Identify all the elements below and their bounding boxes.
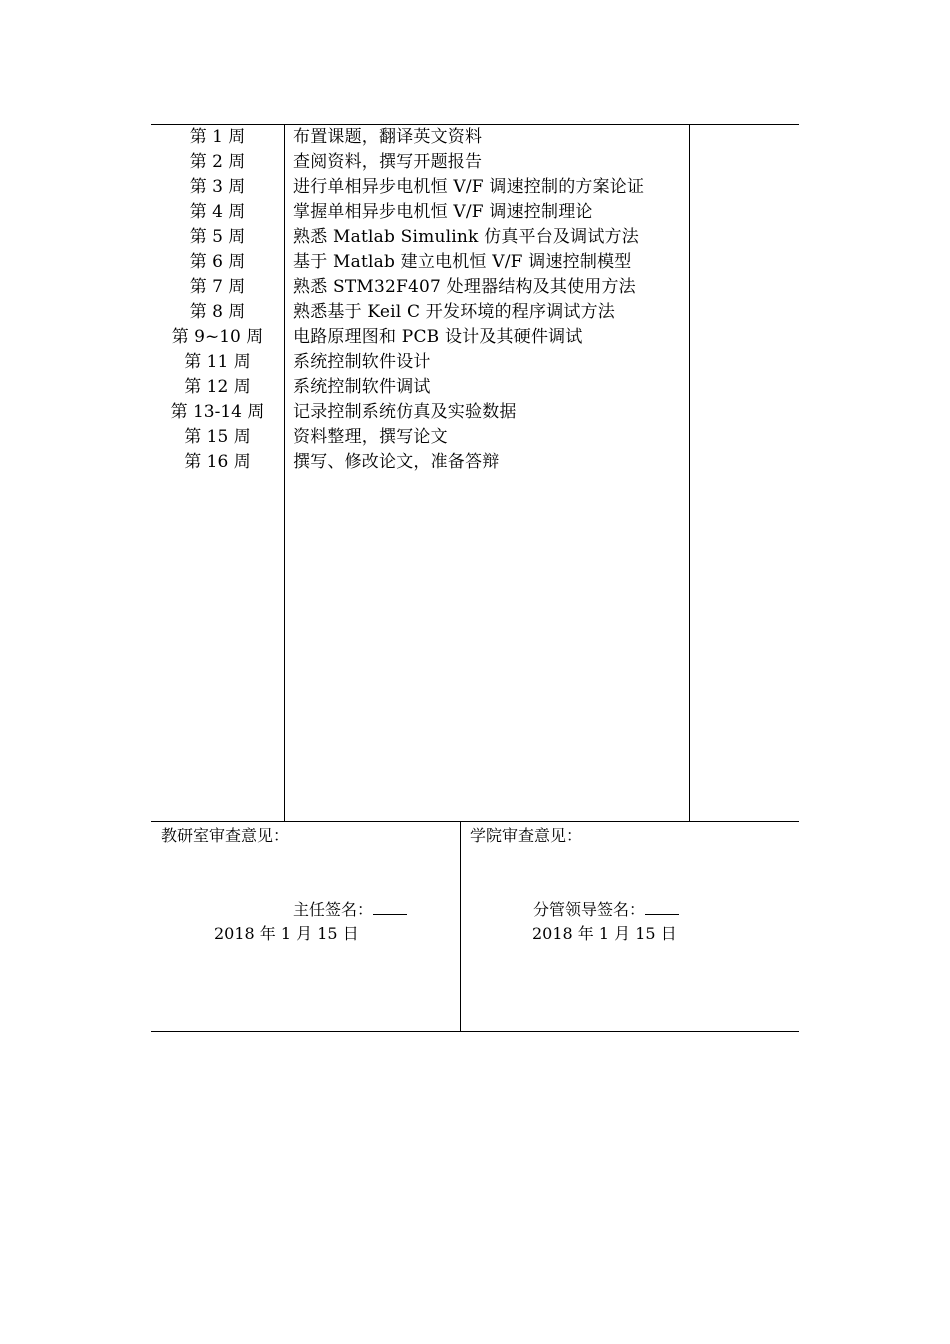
department-review-label: 教研室审查意见： bbox=[161, 826, 290, 845]
college-review-label: 学院审查意见： bbox=[470, 826, 583, 845]
task-cell: 掌握单相异步电机恒 V/F 调速控制理论 bbox=[293, 202, 593, 222]
task-cell: 系统控制软件设计 bbox=[293, 352, 431, 372]
director-signature bbox=[293, 899, 407, 921]
table-row bbox=[151, 125, 691, 150]
schedule-table bbox=[151, 124, 799, 822]
table-row bbox=[151, 350, 691, 375]
leader-signature-line bbox=[645, 900, 679, 915]
director-signature-label: 主任签名： bbox=[293, 900, 374, 919]
review-divider bbox=[460, 822, 461, 1031]
table-row bbox=[151, 250, 691, 275]
table-row bbox=[151, 425, 691, 450]
task-cell: 系统控制软件调试 bbox=[293, 377, 431, 397]
week-cell: 第 2 周 bbox=[189, 152, 246, 172]
table-row bbox=[151, 375, 691, 400]
table-row bbox=[151, 400, 691, 425]
week-cell: 第 4 周 bbox=[189, 202, 246, 222]
week-cell: 第 7 周 bbox=[189, 277, 246, 297]
week-cell: 第 8 周 bbox=[189, 302, 246, 322]
week-cell: 第 13-14 周 bbox=[170, 402, 265, 422]
department-review-date: 2018 年 1 月 15 日 bbox=[214, 924, 359, 943]
task-cell: 熟悉基于 Keil C 开发环境的程序调试方法 bbox=[293, 302, 615, 322]
week-cell: 第 9~10 周 bbox=[171, 327, 264, 347]
task-cell: 布置课题，翻译英文资料 bbox=[293, 127, 483, 147]
task-cell: 基于 Matlab 建立电机恒 V/F 调速控制模型 bbox=[293, 252, 632, 272]
review-section bbox=[151, 821, 799, 1032]
task-cell: 进行单相异步电机恒 V/F 调速控制的方案论证 bbox=[293, 177, 645, 197]
week-cell: 第 11 周 bbox=[184, 352, 251, 372]
table-row bbox=[151, 200, 691, 225]
week-cell: 第 12 周 bbox=[184, 377, 251, 397]
week-cell: 第 1 周 bbox=[189, 127, 246, 147]
week-cell: 第 3 周 bbox=[189, 177, 246, 197]
week-cell: 第 15 周 bbox=[184, 427, 251, 447]
task-cell: 记录控制系统仿真及实验数据 bbox=[293, 402, 517, 422]
task-cell: 电路原理图和 PCB 设计及其硬件调试 bbox=[293, 327, 583, 347]
table-row bbox=[151, 150, 691, 175]
task-cell: 撰写、修改论文，准备答辩 bbox=[293, 452, 500, 472]
director-signature-line bbox=[373, 900, 407, 915]
table-row bbox=[151, 450, 691, 475]
task-cell: 熟悉 STM32F407 处理器结构及其使用方法 bbox=[293, 277, 636, 297]
table-row bbox=[151, 175, 691, 200]
table-row bbox=[151, 275, 691, 300]
task-cell: 熟悉 Matlab Simulink 仿真平台及调试方法 bbox=[293, 227, 639, 247]
leader-signature-label: 分管领导签名： bbox=[533, 900, 646, 919]
leader-signature bbox=[533, 899, 679, 921]
college-review-date: 2018 年 1 月 15 日 bbox=[532, 924, 677, 943]
table-row bbox=[151, 300, 691, 325]
task-cell: 资料整理，撰写论文 bbox=[293, 427, 448, 447]
table-row bbox=[151, 225, 691, 250]
table-row bbox=[151, 325, 691, 350]
week-cell: 第 5 周 bbox=[189, 227, 246, 247]
task-cell: 查阅资料，撰写开题报告 bbox=[293, 152, 483, 172]
week-cell: 第 6 周 bbox=[189, 252, 246, 272]
week-cell: 第 16 周 bbox=[184, 452, 251, 472]
